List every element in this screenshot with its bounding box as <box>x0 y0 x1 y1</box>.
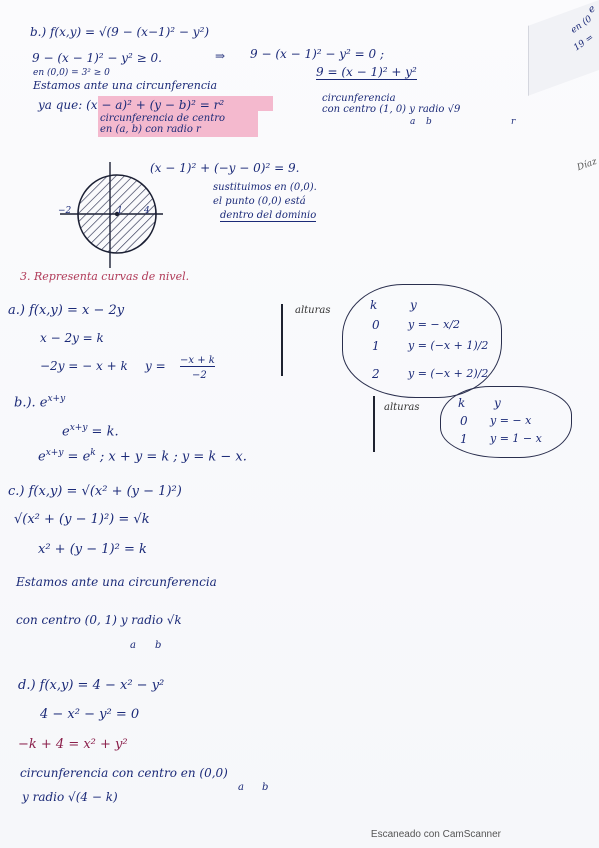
cloud-a-head-k: k <box>370 298 378 312</box>
a-line-3-y: y = <box>145 359 166 373</box>
cloud-a-row2-y: y = (−x + 2)/2 <box>408 367 489 380</box>
exercise-3-title: 3. Representa curvas de nivel. <box>20 270 190 283</box>
b-label-a: a <box>410 117 416 127</box>
side-text-diaz: Díaz <box>575 156 599 174</box>
cloud-b-head-y: y <box>494 396 501 410</box>
a-line-3-num: −x + k <box>180 355 215 366</box>
d-label-b: b <box>262 782 269 793</box>
a-line-1: x − 2y = k <box>40 331 104 345</box>
b-condition: 9 − (x − 1)² − y² ≥ 0. <box>32 51 162 65</box>
c-header: c.) f(x,y) = √(x² + (y − 1)²) <box>8 484 182 499</box>
b-label-b: b <box>426 117 432 127</box>
b-header: b.) f(x,y) = √(9 − (x−1)² − y²) <box>30 25 210 39</box>
c-label-b: b <box>155 640 162 651</box>
b-right-circ-1: circunferencia <box>322 93 396 104</box>
b2-alturas: alturas <box>384 402 420 413</box>
a-alturas: alturas <box>295 305 331 316</box>
d-label-a: a <box>238 782 244 793</box>
cloud-b-row1-y: y = 1 − x <box>490 432 542 445</box>
b-circle-statement: Estamos ante una circunferencia <box>33 79 218 92</box>
a-line-2: −2y = − x + k <box>40 359 128 373</box>
c-line-3: Estamos ante una circunferencia <box>16 575 217 589</box>
b-point-check: en (0,0) = 3² ≥ 0 <box>33 68 110 78</box>
b2-header: b.). $e^{x+y}$ <box>14 394 66 411</box>
side-text-1: e <box>586 3 598 16</box>
b-right-circ-2: con centro (1, 0) y radio √9 <box>322 104 461 115</box>
cloud-a-head-y: y <box>410 298 417 312</box>
cloud-b-row0-y: y = − x <box>490 414 532 427</box>
b-arrow: ⇒ <box>215 49 226 63</box>
footer-watermark: Escaneado con CamScanner <box>370 829 501 840</box>
a-header: a.) f(x,y) = x − 2y <box>8 303 125 318</box>
cloud-b-row1-k: 1 <box>460 432 468 446</box>
plot-tick-minus-2: −2 <box>58 206 72 216</box>
b-yaque: ya que: (x − a)² + (y − b)² = r² <box>38 98 225 112</box>
plot-tick-1: 1 <box>117 206 123 216</box>
cloud-a-row2-k: 2 <box>372 367 380 381</box>
cloud-a-row1-y: y = (−x + 1)/2 <box>408 339 489 352</box>
cloud-a-row0-k: 0 <box>372 318 380 332</box>
cloud-b-head-k: k <box>458 396 466 410</box>
d-line-4: y radio √(4 − k) <box>22 790 118 804</box>
cloud-a-row0-y: y = − x/2 <box>408 318 461 331</box>
b-hl-line-1: circunferencia de centro <box>100 113 226 124</box>
a-line-3-den: −2 <box>192 370 207 381</box>
d-line-3: circunferencia con centro en (0,0) <box>20 766 228 780</box>
c-line-1: √(x² + (y − 1)²) = √k <box>14 512 150 527</box>
b-sub-3: dentro del dominio <box>220 210 317 221</box>
side-text-3: 19 = <box>572 32 596 54</box>
b-equation-2: 9 = (x − 1)² + y² <box>316 65 417 79</box>
b2-line-1: $e^{x+y} = k$. <box>62 423 119 440</box>
d-line-1: 4 − x² − y² = 0 <box>40 707 140 722</box>
c-line-4: con centro (0, 1) y radio √k <box>16 613 182 627</box>
b-sub-2: el punto (0,0) está <box>213 196 306 207</box>
b-sub-1: sustituimos en (0,0). <box>213 182 317 193</box>
side-text-2: en (0 <box>568 14 594 36</box>
d-line-2: −k + 4 = x² + y² <box>18 737 128 752</box>
c-label-a: a <box>130 640 136 651</box>
d-header: d.) f(x,y) = 4 − x² − y² <box>18 678 165 693</box>
b-equation-3: (x − 1)² + (−y − 0)² = 9. <box>150 161 300 175</box>
b2-line-2: $e^{x+y} = e^k$ ; x + y = k ; y = k − x. <box>38 448 247 465</box>
divider-a <box>281 304 283 376</box>
c-line-2: x² + (y − 1)² = k <box>38 542 147 557</box>
cloud-a-row1-k: 1 <box>372 339 380 353</box>
b-label-r: r <box>511 117 516 127</box>
b-equation: 9 − (x − 1)² − y² = 0 ; <box>250 47 385 61</box>
divider-b <box>373 396 375 452</box>
b-hl-line-2: en (a, b) con radio r <box>100 124 201 135</box>
plot-tick-4: 4 <box>144 206 150 216</box>
cloud-b-row0-k: 0 <box>460 414 468 428</box>
